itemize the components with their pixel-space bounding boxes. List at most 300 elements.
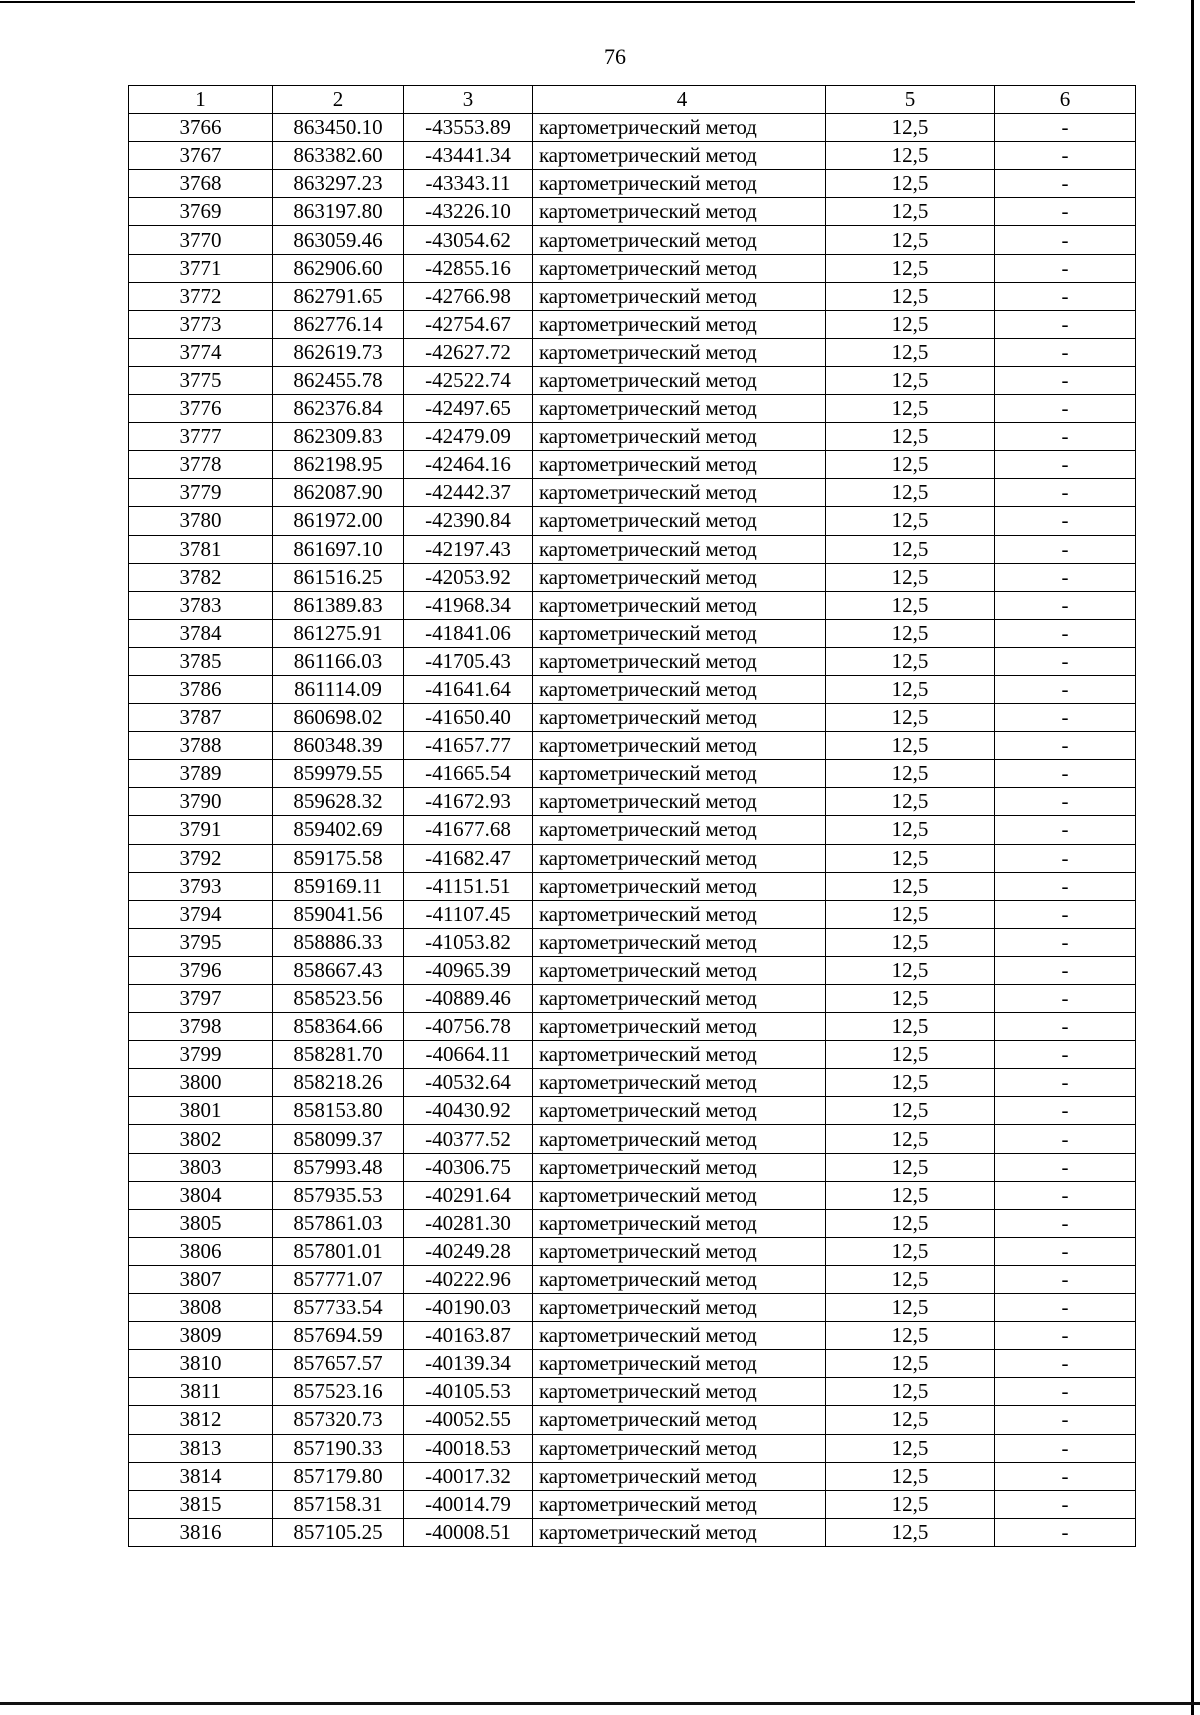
description-cell: - [995, 1406, 1136, 1434]
y-coordinate-cell: -40105.53 [404, 1378, 533, 1406]
y-coordinate-cell: -43441.34 [404, 142, 533, 170]
method-cell: картометрический метод [533, 395, 826, 423]
scan-border-bottom [0, 1702, 1200, 1705]
description-cell: - [995, 507, 1136, 535]
method-cell: картометрический метод [533, 1153, 826, 1181]
description-cell: - [995, 675, 1136, 703]
table-row [129, 844, 1136, 872]
accuracy-cell: 12,5 [826, 1125, 995, 1153]
y-coordinate-cell: -41841.06 [404, 619, 533, 647]
accuracy-cell: 12,5 [826, 1041, 995, 1069]
accuracy-cell: 12,5 [826, 675, 995, 703]
method-cell: картометрический метод [533, 872, 826, 900]
point-number-cell: 3801 [129, 1097, 273, 1125]
method-cell: картометрический метод [533, 1490, 826, 1518]
table-row [129, 1181, 1136, 1209]
y-coordinate-cell: -41677.68 [404, 816, 533, 844]
table-row [129, 198, 1136, 226]
accuracy-cell: 12,5 [826, 310, 995, 338]
accuracy-cell: 12,5 [826, 647, 995, 675]
y-coordinate-cell: -43553.89 [404, 114, 533, 142]
description-cell: - [995, 366, 1136, 394]
x-coordinate-cell: 863059.46 [273, 226, 404, 254]
description-cell: - [995, 479, 1136, 507]
y-coordinate-cell: -40306.75 [404, 1153, 533, 1181]
point-number-cell: 3768 [129, 170, 273, 198]
table-row [129, 1069, 1136, 1097]
description-cell: - [995, 1350, 1136, 1378]
x-coordinate-cell: 857105.25 [273, 1518, 404, 1546]
table-row [129, 1322, 1136, 1350]
description-cell: - [995, 591, 1136, 619]
point-number-cell: 3814 [129, 1462, 273, 1490]
table-row [129, 1518, 1136, 1546]
x-coordinate-cell: 858364.66 [273, 1013, 404, 1041]
x-coordinate-cell: 860348.39 [273, 732, 404, 760]
accuracy-cell: 12,5 [826, 282, 995, 310]
point-number-cell: 3782 [129, 563, 273, 591]
method-cell: картометрический метод [533, 535, 826, 563]
point-number-cell: 3795 [129, 928, 273, 956]
method-cell: картометрический метод [533, 226, 826, 254]
method-cell: картометрический метод [533, 1237, 826, 1265]
y-coordinate-cell: -40377.52 [404, 1125, 533, 1153]
point-number-cell: 3794 [129, 900, 273, 928]
y-coordinate-cell: -42390.84 [404, 507, 533, 535]
accuracy-cell: 12,5 [826, 928, 995, 956]
y-coordinate-cell: -40018.53 [404, 1434, 533, 1462]
x-coordinate-cell: 857861.03 [273, 1209, 404, 1237]
point-number-cell: 3811 [129, 1378, 273, 1406]
point-number-cell: 3800 [129, 1069, 273, 1097]
point-number-cell: 3791 [129, 816, 273, 844]
x-coordinate-cell: 863197.80 [273, 198, 404, 226]
column-header-4: 4 [533, 86, 826, 114]
description-cell: - [995, 395, 1136, 423]
y-coordinate-cell: -41657.77 [404, 732, 533, 760]
x-coordinate-cell: 861697.10 [273, 535, 404, 563]
method-cell: картометрический метод [533, 1350, 826, 1378]
accuracy-cell: 12,5 [826, 1237, 995, 1265]
description-cell: - [995, 1265, 1136, 1293]
description-cell: - [995, 956, 1136, 984]
x-coordinate-cell: 862309.83 [273, 423, 404, 451]
table-row [129, 900, 1136, 928]
table-row [129, 985, 1136, 1013]
y-coordinate-cell: -42442.37 [404, 479, 533, 507]
method-cell: картометрический метод [533, 1518, 826, 1546]
table-row [129, 1097, 1136, 1125]
description-cell: - [995, 423, 1136, 451]
point-number-cell: 3773 [129, 310, 273, 338]
accuracy-cell: 12,5 [826, 732, 995, 760]
y-coordinate-cell: -40008.51 [404, 1518, 533, 1546]
point-number-cell: 3802 [129, 1125, 273, 1153]
y-coordinate-cell: -40664.11 [404, 1041, 533, 1069]
point-number-cell: 3774 [129, 338, 273, 366]
method-cell: картометрический метод [533, 142, 826, 170]
table-row [129, 254, 1136, 282]
x-coordinate-cell: 857179.80 [273, 1462, 404, 1490]
accuracy-cell: 12,5 [826, 1322, 995, 1350]
x-coordinate-cell: 860698.02 [273, 704, 404, 732]
y-coordinate-cell: -41968.34 [404, 591, 533, 619]
method-cell: картометрический метод [533, 1041, 826, 1069]
accuracy-cell: 12,5 [826, 1434, 995, 1462]
y-coordinate-cell: -40532.64 [404, 1069, 533, 1097]
point-number-cell: 3786 [129, 675, 273, 703]
y-coordinate-cell: -40965.39 [404, 956, 533, 984]
method-cell: картометрический метод [533, 1462, 826, 1490]
x-coordinate-cell: 857190.33 [273, 1434, 404, 1462]
method-cell: картометрический метод [533, 282, 826, 310]
table-row [129, 675, 1136, 703]
y-coordinate-cell: -40249.28 [404, 1237, 533, 1265]
accuracy-cell: 12,5 [826, 142, 995, 170]
x-coordinate-cell: 863450.10 [273, 114, 404, 142]
point-number-cell: 3797 [129, 985, 273, 1013]
point-number-cell: 3789 [129, 760, 273, 788]
point-number-cell: 3809 [129, 1322, 273, 1350]
method-cell: картометрический метод [533, 507, 826, 535]
y-coordinate-cell: -42627.72 [404, 338, 533, 366]
point-number-cell: 3769 [129, 198, 273, 226]
accuracy-cell: 12,5 [826, 1294, 995, 1322]
x-coordinate-cell: 863382.60 [273, 142, 404, 170]
point-number-cell: 3805 [129, 1209, 273, 1237]
description-cell: - [995, 563, 1136, 591]
table-row [129, 114, 1136, 142]
x-coordinate-cell: 862776.14 [273, 310, 404, 338]
y-coordinate-cell: -40139.34 [404, 1350, 533, 1378]
method-cell: картометрический метод [533, 1265, 826, 1293]
accuracy-cell: 12,5 [826, 900, 995, 928]
point-number-cell: 3783 [129, 591, 273, 619]
x-coordinate-cell: 858218.26 [273, 1069, 404, 1097]
x-coordinate-cell: 857935.53 [273, 1181, 404, 1209]
accuracy-cell: 12,5 [826, 1153, 995, 1181]
table-body [129, 114, 1136, 1547]
table-row [129, 1378, 1136, 1406]
method-cell: картометрический метод [533, 591, 826, 619]
description-cell: - [995, 1294, 1136, 1322]
accuracy-cell: 12,5 [826, 844, 995, 872]
table-row [129, 647, 1136, 675]
table-row [129, 1237, 1136, 1265]
point-number-cell: 3807 [129, 1265, 273, 1293]
table-row [129, 1125, 1136, 1153]
table-row [129, 563, 1136, 591]
y-coordinate-cell: -43054.62 [404, 226, 533, 254]
point-number-cell: 3815 [129, 1490, 273, 1518]
accuracy-cell: 12,5 [826, 956, 995, 984]
accuracy-cell: 12,5 [826, 451, 995, 479]
accuracy-cell: 12,5 [826, 198, 995, 226]
method-cell: картометрический метод [533, 675, 826, 703]
table-row [129, 704, 1136, 732]
table-row [129, 816, 1136, 844]
y-coordinate-cell: -42479.09 [404, 423, 533, 451]
x-coordinate-cell: 859041.56 [273, 900, 404, 928]
x-coordinate-cell: 862087.90 [273, 479, 404, 507]
accuracy-cell: 12,5 [826, 1209, 995, 1237]
x-coordinate-cell: 857993.48 [273, 1153, 404, 1181]
method-cell: картометрический метод [533, 956, 826, 984]
accuracy-cell: 12,5 [826, 619, 995, 647]
accuracy-cell: 12,5 [826, 366, 995, 394]
method-cell: картометрический метод [533, 423, 826, 451]
description-cell: - [995, 816, 1136, 844]
point-number-cell: 3790 [129, 788, 273, 816]
accuracy-cell: 12,5 [826, 1378, 995, 1406]
x-coordinate-cell: 861389.83 [273, 591, 404, 619]
table-row [129, 1013, 1136, 1041]
point-number-cell: 3793 [129, 872, 273, 900]
y-coordinate-cell: -40052.55 [404, 1406, 533, 1434]
method-cell: картометрический метод [533, 1181, 826, 1209]
description-cell: - [995, 732, 1136, 760]
x-coordinate-cell: 858153.80 [273, 1097, 404, 1125]
description-cell: - [995, 338, 1136, 366]
table-row [129, 507, 1136, 535]
table-header-row [129, 86, 1136, 114]
table-row [129, 1153, 1136, 1181]
table-row [129, 142, 1136, 170]
x-coordinate-cell: 861275.91 [273, 619, 404, 647]
accuracy-cell: 12,5 [826, 1462, 995, 1490]
x-coordinate-cell: 861972.00 [273, 507, 404, 535]
table-row [129, 310, 1136, 338]
table-row [129, 732, 1136, 760]
method-cell: картометрический метод [533, 170, 826, 198]
description-cell: - [995, 1209, 1136, 1237]
x-coordinate-cell: 861516.25 [273, 563, 404, 591]
table-row [129, 395, 1136, 423]
x-coordinate-cell: 859979.55 [273, 760, 404, 788]
point-number-cell: 3798 [129, 1013, 273, 1041]
method-cell: картометрический метод [533, 1013, 826, 1041]
method-cell: картометрический метод [533, 114, 826, 142]
x-coordinate-cell: 863297.23 [273, 170, 404, 198]
method-cell: картометрический метод [533, 704, 826, 732]
description-cell: - [995, 1462, 1136, 1490]
method-cell: картометрический метод [533, 732, 826, 760]
table-row [129, 1294, 1136, 1322]
description-cell: - [995, 619, 1136, 647]
accuracy-cell: 12,5 [826, 226, 995, 254]
x-coordinate-cell: 857158.31 [273, 1490, 404, 1518]
accuracy-cell: 12,5 [826, 1069, 995, 1097]
y-coordinate-cell: -40014.79 [404, 1490, 533, 1518]
point-number-cell: 3779 [129, 479, 273, 507]
column-header-2: 2 [273, 86, 404, 114]
point-number-cell: 3776 [129, 395, 273, 423]
point-number-cell: 3796 [129, 956, 273, 984]
point-number-cell: 3803 [129, 1153, 273, 1181]
method-cell: картометрический метод [533, 563, 826, 591]
description-cell: - [995, 788, 1136, 816]
x-coordinate-cell: 857320.73 [273, 1406, 404, 1434]
method-cell: картометрический метод [533, 479, 826, 507]
page-number: 76 [604, 44, 626, 69]
y-coordinate-cell: -42766.98 [404, 282, 533, 310]
method-cell: картометрический метод [533, 1378, 826, 1406]
y-coordinate-cell: -40222.96 [404, 1265, 533, 1293]
x-coordinate-cell: 862791.65 [273, 282, 404, 310]
accuracy-cell: 12,5 [826, 1490, 995, 1518]
y-coordinate-cell: -42464.16 [404, 451, 533, 479]
table-row [129, 338, 1136, 366]
description-cell: - [995, 1013, 1136, 1041]
y-coordinate-cell: -42754.67 [404, 310, 533, 338]
method-cell: картометрический метод [533, 900, 826, 928]
accuracy-cell: 12,5 [826, 591, 995, 619]
method-cell: картометрический метод [533, 254, 826, 282]
method-cell: картометрический метод [533, 816, 826, 844]
table-row [129, 226, 1136, 254]
table-row [129, 170, 1136, 198]
method-cell: картометрический метод [533, 619, 826, 647]
scan-border-right [1191, 0, 1194, 1715]
description-cell: - [995, 142, 1136, 170]
table-row [129, 956, 1136, 984]
description-cell: - [995, 1378, 1136, 1406]
x-coordinate-cell: 862376.84 [273, 395, 404, 423]
description-cell: - [995, 198, 1136, 226]
table-row [129, 366, 1136, 394]
accuracy-cell: 12,5 [826, 704, 995, 732]
accuracy-cell: 12,5 [826, 760, 995, 788]
accuracy-cell: 12,5 [826, 507, 995, 535]
table-row [129, 928, 1136, 956]
x-coordinate-cell: 859402.69 [273, 816, 404, 844]
description-cell: - [995, 310, 1136, 338]
point-number-cell: 3810 [129, 1350, 273, 1378]
description-cell: - [995, 1069, 1136, 1097]
y-coordinate-cell: -41053.82 [404, 928, 533, 956]
method-cell: картометрический метод [533, 1322, 826, 1350]
method-cell: картометрический метод [533, 366, 826, 394]
description-cell: - [995, 1434, 1136, 1462]
table-row [129, 1209, 1136, 1237]
accuracy-cell: 12,5 [826, 1097, 995, 1125]
point-number-cell: 3816 [129, 1518, 273, 1546]
method-cell: картометрический метод [533, 985, 826, 1013]
x-coordinate-cell: 862906.60 [273, 254, 404, 282]
x-coordinate-cell: 857694.59 [273, 1322, 404, 1350]
column-header-3: 3 [404, 86, 533, 114]
point-number-cell: 3771 [129, 254, 273, 282]
point-number-cell: 3780 [129, 507, 273, 535]
x-coordinate-cell: 862619.73 [273, 338, 404, 366]
x-coordinate-cell: 857523.16 [273, 1378, 404, 1406]
y-coordinate-cell: -41665.54 [404, 760, 533, 788]
point-number-cell: 3788 [129, 732, 273, 760]
accuracy-cell: 12,5 [826, 563, 995, 591]
method-cell: картометрический метод [533, 1097, 826, 1125]
table-row [129, 1265, 1136, 1293]
y-coordinate-cell: -41151.51 [404, 872, 533, 900]
x-coordinate-cell: 857657.57 [273, 1350, 404, 1378]
point-number-cell: 3812 [129, 1406, 273, 1434]
point-number-cell: 3806 [129, 1237, 273, 1265]
coordinates-table [128, 85, 1136, 1547]
point-number-cell: 3766 [129, 114, 273, 142]
y-coordinate-cell: -41672.93 [404, 788, 533, 816]
description-cell: - [995, 900, 1136, 928]
point-number-cell: 3785 [129, 647, 273, 675]
description-cell: - [995, 1490, 1136, 1518]
point-number-cell: 3772 [129, 282, 273, 310]
x-coordinate-cell: 859175.58 [273, 844, 404, 872]
point-number-cell: 3778 [129, 451, 273, 479]
description-cell: - [995, 1125, 1136, 1153]
point-number-cell: 3792 [129, 844, 273, 872]
x-coordinate-cell: 859169.11 [273, 872, 404, 900]
table-row [129, 872, 1136, 900]
accuracy-cell: 12,5 [826, 788, 995, 816]
accuracy-cell: 12,5 [826, 1518, 995, 1546]
point-number-cell: 3775 [129, 366, 273, 394]
accuracy-cell: 12,5 [826, 1181, 995, 1209]
x-coordinate-cell: 858886.33 [273, 928, 404, 956]
method-cell: картометрический метод [533, 310, 826, 338]
y-coordinate-cell: -40017.32 [404, 1462, 533, 1490]
y-coordinate-cell: -41682.47 [404, 844, 533, 872]
accuracy-cell: 12,5 [826, 1350, 995, 1378]
accuracy-cell: 12,5 [826, 1265, 995, 1293]
point-number-cell: 3813 [129, 1434, 273, 1462]
x-coordinate-cell: 858667.43 [273, 956, 404, 984]
point-number-cell: 3777 [129, 423, 273, 451]
y-coordinate-cell: -43226.10 [404, 198, 533, 226]
accuracy-cell: 12,5 [826, 114, 995, 142]
y-coordinate-cell: -40281.30 [404, 1209, 533, 1237]
y-coordinate-cell: -41107.45 [404, 900, 533, 928]
accuracy-cell: 12,5 [826, 479, 995, 507]
table-row [129, 1434, 1136, 1462]
accuracy-cell: 12,5 [826, 985, 995, 1013]
description-cell: - [995, 1181, 1136, 1209]
x-coordinate-cell: 862455.78 [273, 366, 404, 394]
description-cell: - [995, 226, 1136, 254]
table-row [129, 423, 1136, 451]
y-coordinate-cell: -41705.43 [404, 647, 533, 675]
table-row [129, 282, 1136, 310]
table-row [129, 1462, 1136, 1490]
table-row [129, 1350, 1136, 1378]
description-cell: - [995, 647, 1136, 675]
description-cell: - [995, 451, 1136, 479]
column-header-5: 5 [826, 86, 995, 114]
point-number-cell: 3799 [129, 1041, 273, 1069]
y-coordinate-cell: -42855.16 [404, 254, 533, 282]
description-cell: - [995, 928, 1136, 956]
table-row [129, 788, 1136, 816]
description-cell: - [995, 114, 1136, 142]
accuracy-cell: 12,5 [826, 395, 995, 423]
description-cell: - [995, 1237, 1136, 1265]
description-cell: - [995, 535, 1136, 563]
accuracy-cell: 12,5 [826, 254, 995, 282]
description-cell: - [995, 282, 1136, 310]
y-coordinate-cell: -42053.92 [404, 563, 533, 591]
point-number-cell: 3808 [129, 1294, 273, 1322]
method-cell: картометрический метод [533, 1209, 826, 1237]
x-coordinate-cell: 857771.07 [273, 1265, 404, 1293]
description-cell: - [995, 1097, 1136, 1125]
point-number-cell: 3787 [129, 704, 273, 732]
